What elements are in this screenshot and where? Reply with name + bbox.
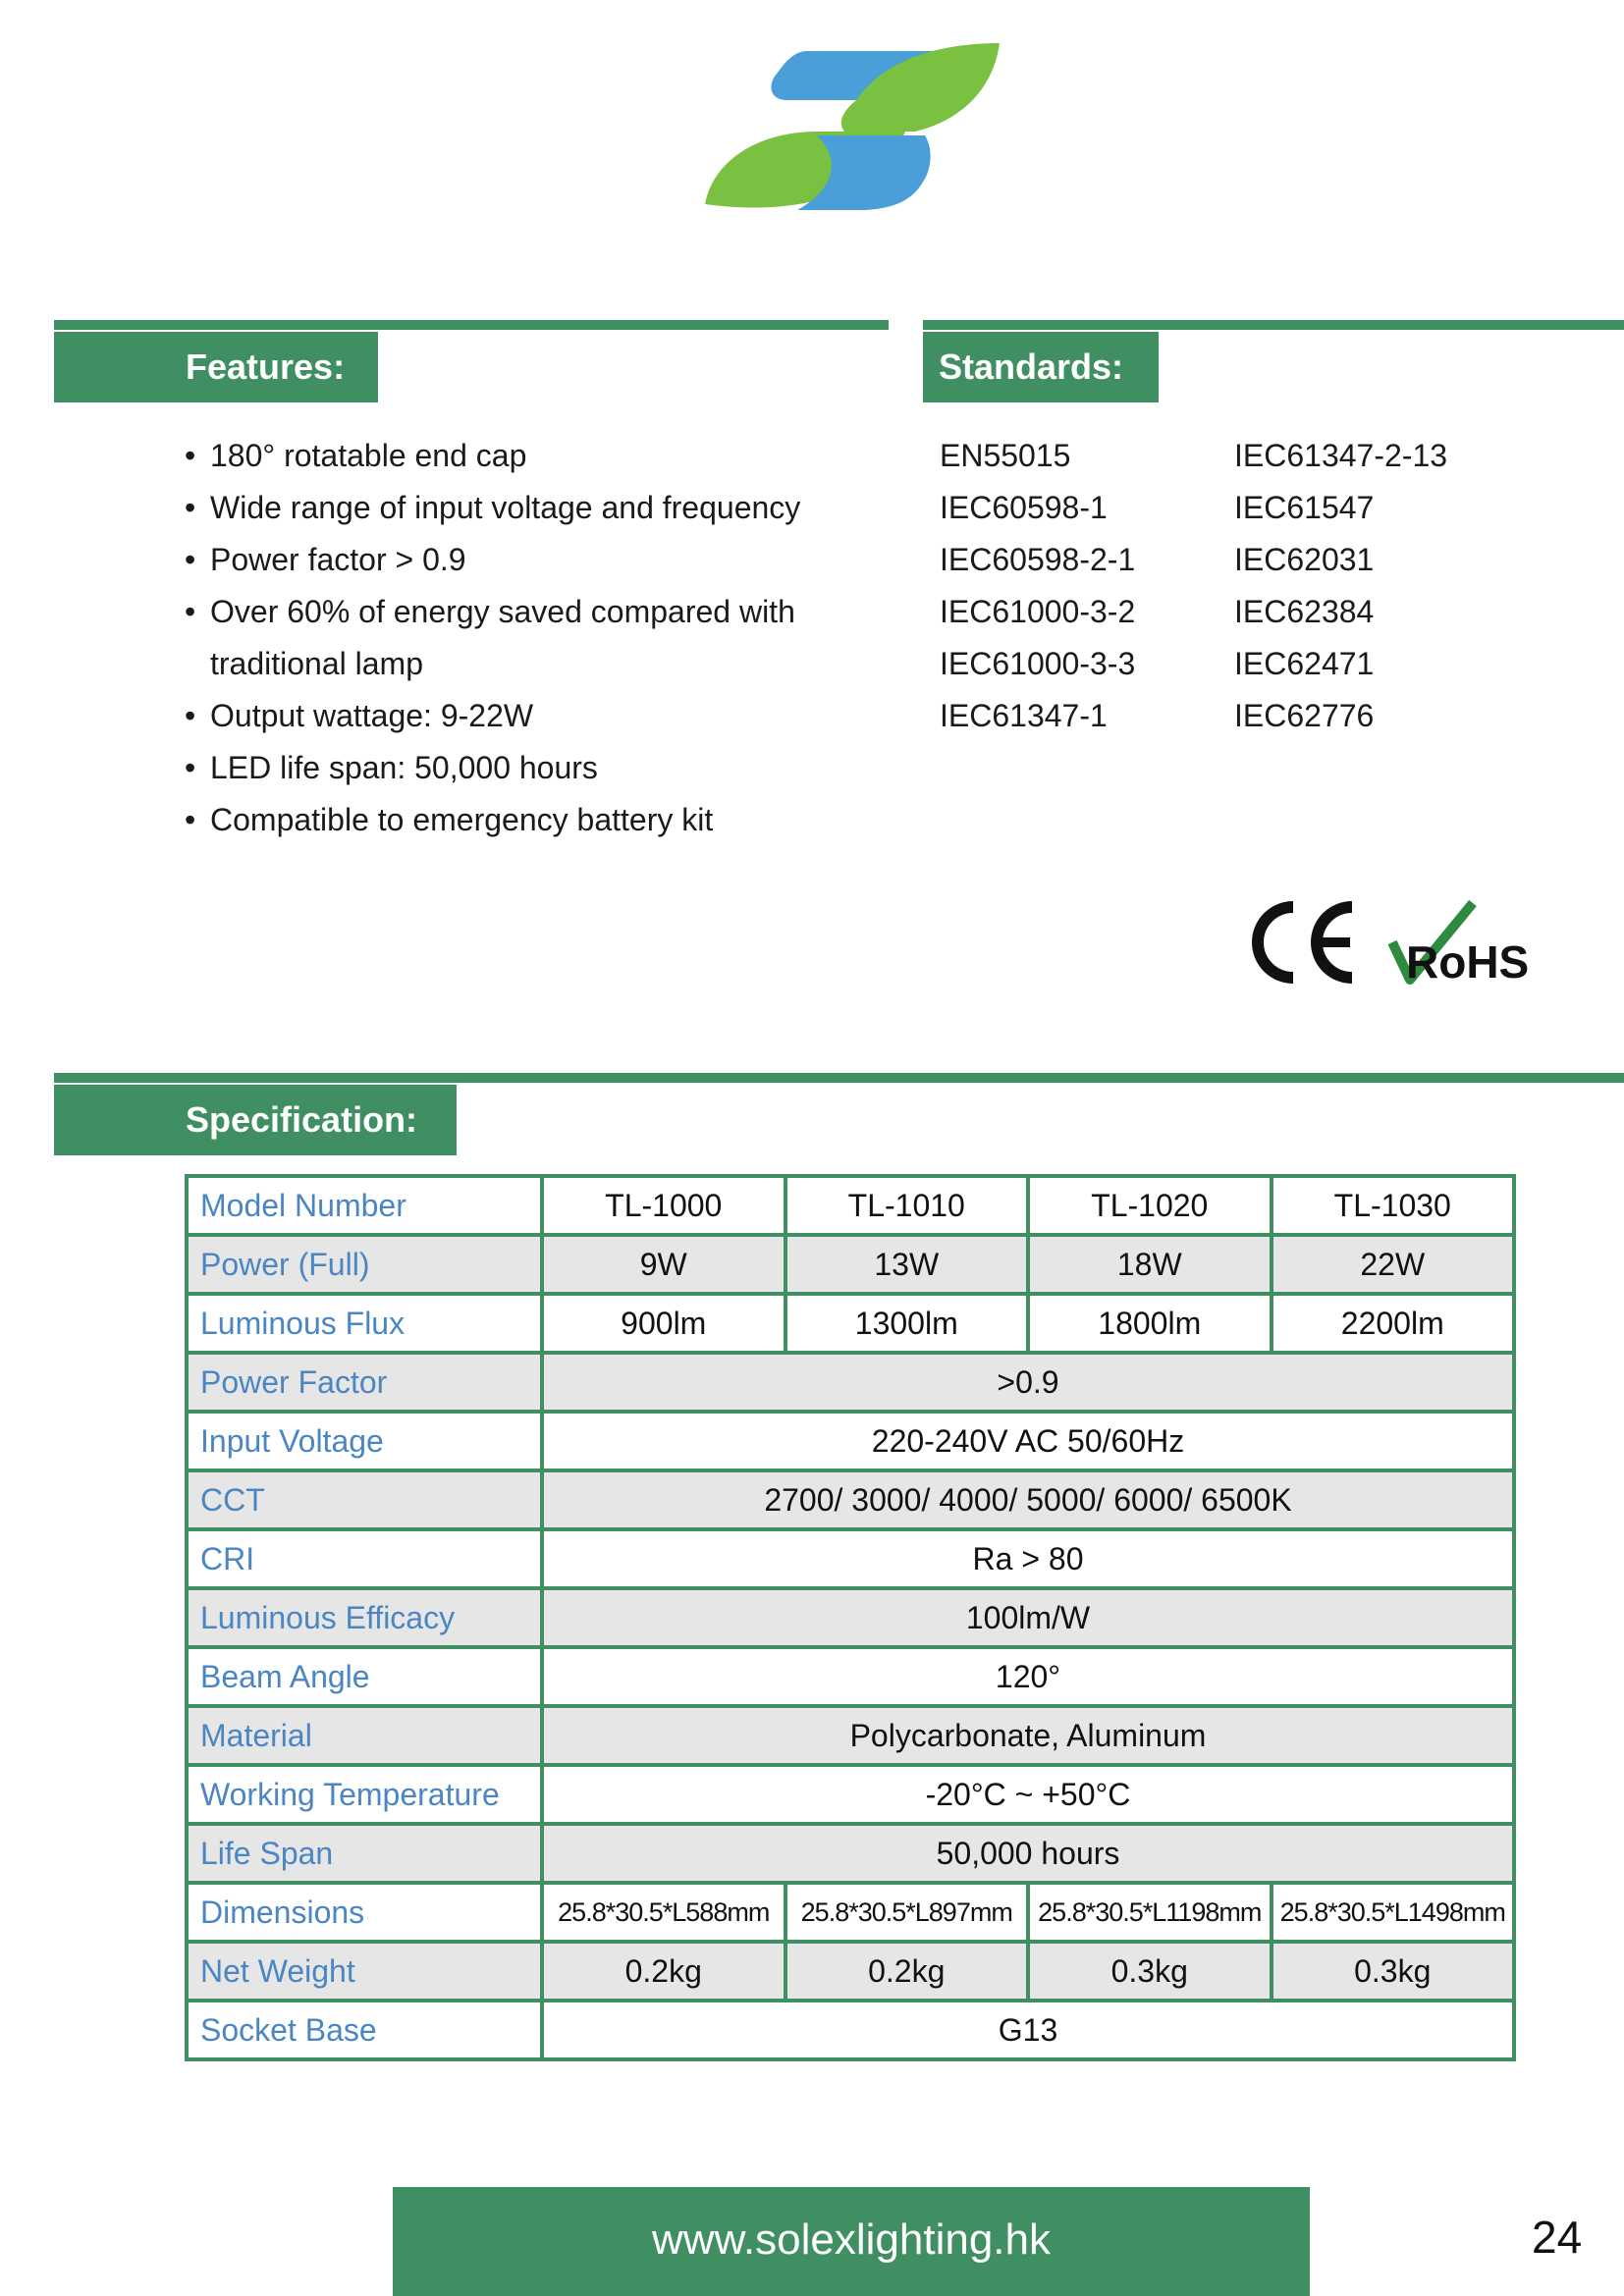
beam-angle-cell: 120° [542,1647,1514,1706]
feature-item: • 180° rotatable end cap [181,430,907,482]
company-logo [699,37,1003,214]
standard-item: IEC62384 [1234,594,1375,629]
weight-cell: 0.2kg [785,1942,1029,2001]
weight-cell: 0.3kg [1028,1942,1272,2001]
standard-item: IEC61347-2-13 [1234,438,1448,473]
row-label: Dimensions [187,1883,542,1942]
row-label: CCT [187,1470,542,1529]
material-cell: Polycarbonate, Aluminum [542,1706,1514,1765]
table-row [187,2001,1514,2059]
row-label: Input Voltage [187,1412,542,1470]
power-cell: 9W [542,1235,785,1294]
power-cell: 22W [1272,1235,1515,1294]
specification-table [185,1174,1516,2061]
flux-cell: 2200lm [1272,1294,1515,1353]
standards-rule [923,320,1624,330]
rohs-mark-icon [1388,893,1555,991]
table-row [187,1176,1514,1235]
flux-cell: 1300lm [785,1294,1029,1353]
table-row [187,1294,1514,1353]
feature-item: • Over 60% of energy saved compared with traditional lamp [181,586,907,690]
power-cell: 18W [1028,1235,1272,1294]
standards-heading: Standards: [923,332,1159,402]
table-row [187,1529,1514,1588]
row-label: Life Span [187,1824,542,1883]
footer-website-link[interactable]: www.solexlighting.hk [393,2187,1310,2296]
row-label: Power (Full) [187,1235,542,1294]
input-voltage-cell: 220-240V AC 50/60Hz [542,1412,1514,1470]
feature-item: • Wide range of input voltage and frequency [181,482,907,534]
temperature-cell: -20°C ~ +50°C [542,1765,1514,1824]
table-row [187,1470,1514,1529]
row-label: CRI [187,1529,542,1588]
standard-item: IEC61547 [1234,490,1375,525]
weight-cell: 0.2kg [542,1942,785,2001]
standard-item: EN55015 [940,438,1071,473]
dimensions-cell: 25.8*30.5*L588mm [542,1883,785,1942]
table-row [187,1706,1514,1765]
flux-cell: 1800lm [1028,1294,1272,1353]
table-row [187,1235,1514,1294]
row-label: Socket Base [187,2001,542,2059]
table-row [187,1353,1514,1412]
life-span-cell: 50,000 hours [542,1824,1514,1883]
weight-cell: 0.3kg [1272,1942,1515,2001]
standard-item: IEC61347-1 [940,698,1108,733]
flux-cell: 900lm [542,1294,785,1353]
table-row [187,1765,1514,1824]
ce-mark-icon [1242,893,1360,991]
power-cell: 13W [785,1235,1029,1294]
specification-heading: Specification: [54,1085,457,1155]
table-row [187,1942,1514,2001]
efficacy-cell: 100lm/W [542,1588,1514,1647]
row-label: Beam Angle [187,1647,542,1706]
page-number: 24 [1532,2212,1583,2263]
standard-item: IEC62776 [1234,698,1375,733]
row-label: Material [187,1706,542,1765]
table-row [187,1412,1514,1470]
cct-cell: 2700/ 3000/ 4000/ 5000/ 6000/ 6500K [542,1470,1514,1529]
specification-rule [54,1073,1624,1083]
feature-item: • Compatible to emergency battery kit [181,794,907,846]
dimensions-cell: 25.8*30.5*L1198mm [1028,1883,1272,1942]
model-cell: TL-1030 [1272,1176,1515,1235]
dimensions-cell: 25.8*30.5*L1498mm [1272,1883,1515,1942]
model-cell: TL-1010 [785,1176,1029,1235]
feature-item: • LED life span: 50,000 hours [181,742,907,794]
standard-item: IEC62471 [1234,646,1375,681]
standards-column-2 [1234,430,1447,742]
standard-item: IEC61000-3-3 [940,646,1136,681]
standard-item: IEC60598-2-1 [940,542,1136,577]
socket-base-cell: G13 [542,2001,1514,2059]
row-label: Net Weight [187,1942,542,2001]
features-list [181,430,907,846]
row-label: Luminous Flux [187,1294,542,1353]
feature-item: • Power factor > 0.9 [181,534,907,586]
features-heading: Features: [54,332,378,402]
features-rule [54,320,889,330]
row-label: Power Factor [187,1353,542,1412]
dimensions-cell: 25.8*30.5*L897mm [785,1883,1029,1942]
model-cell: TL-1000 [542,1176,785,1235]
standard-item: IEC62031 [1234,542,1375,577]
feature-item: • Output wattage: 9-22W [181,690,907,742]
standard-item: IEC60598-1 [940,490,1108,525]
rohs-label: RoHS [1406,936,1530,988]
model-cell: TL-1020 [1028,1176,1272,1235]
row-label: Model Number [187,1176,542,1235]
cri-cell: Ra > 80 [542,1529,1514,1588]
standard-item: IEC61000-3-2 [940,594,1136,629]
table-row [187,1824,1514,1883]
row-label: Working Temperature [187,1765,542,1824]
power-factor-cell: >0.9 [542,1353,1514,1412]
table-row [187,1647,1514,1706]
table-row [187,1588,1514,1647]
table-row [187,1883,1514,1942]
row-label: Luminous Efficacy [187,1588,542,1647]
standards-column-1 [940,430,1135,742]
